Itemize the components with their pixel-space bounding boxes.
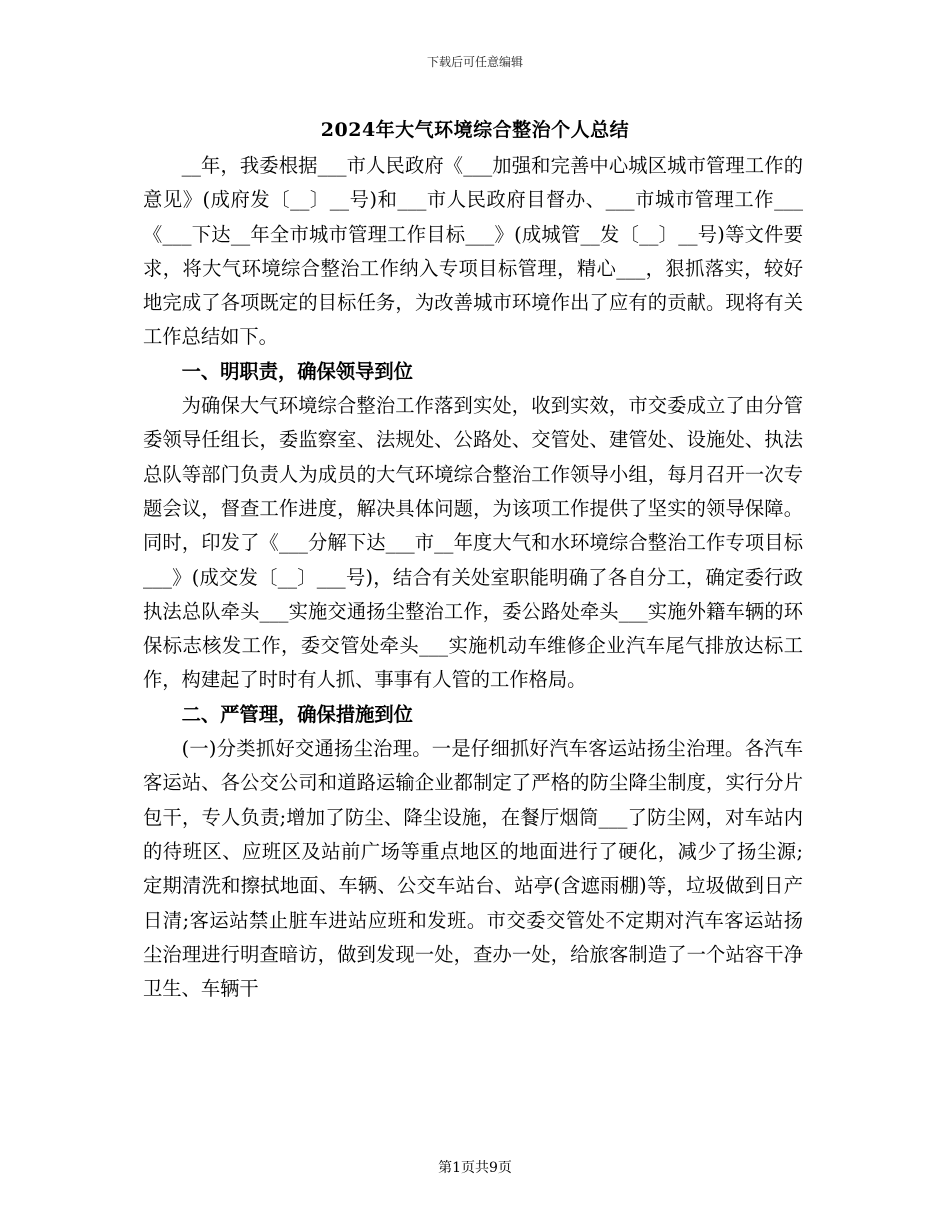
header-note: 下载后可任意编辑 [426,55,523,69]
intro-paragraph: __年，我委根据___市人民政府《___加强和完善中心城区城市管理工作的意见》(成府发〔__〕__号)和___市人民政府目督办、___市城市管理工作___《___下达__年全市城市管理工作目标___》(成城管__发〔__〕__号)等文件要求，将大气环境综合整治工作纳入专项目标管理，精心___，狠抓落实，较好地完成了各项既定的目标任务，为改善城市环境作出了应有的贡献。现将有关工作总结如下。 [143,154,803,349]
page-footer: 第1页共9页 [438,1160,512,1176]
document-body [143,149,803,1006]
section-heading-2: 二、严管理，确保措施到位 [181,702,413,726]
section-heading-1: 一、明职责，确保领导到位 [181,359,413,383]
section-2-paragraph: (一)分类抓好交通扬尘治理。一是仔细抓好汽车客运站扬尘治理。各汽车客运站、各公交公司和道路运输企业都制定了严格的防尘降尘制度，实行分片包干，专人负责;增加了防尘、降尘设施，在餐厅烟筒___了防尘网，对车站内的待班区、应班区及站前广场等重点地区的地面进行了硬化，减少了扬尘源;定期清洗和擦拭地面、车辆、公交车站台、站亭(含遮雨棚)等，垃圾做到日产日清;客运站禁止脏车进站应班和发班。市交委交管处不定期对汽车客运站扬尘治理进行明查暗访，做到发现一处，查办一处，给旅客制造了一个站容干净卫生、车辆干 [143,737,803,1001]
document-title: 2024年大气环境综合整治个人总结 [320,119,630,141]
section-1-paragraph: 为确保大气环境综合整治工作落到实处，收到实效，市交委成立了由分管委领导任组长，委监察室、法规处、公路处、交管处、建管处、设施处、执法总队等部门负责人为成员的大气环境综合整治工作领导小组，每月召开一次专题会议，督查工作进度，解决具体问题，为该项工作提供了坚实的领导保障。同时，印发了《___分解下达___市__年度大气和水环境综合整治工作专项目标___》(成交发〔__〕___号)，结合有关处室职能明确了各自分工，确定委行政执法总队牵头___实施交通扬尘整治工作，委公路处牵头___实施外籍车辆的环保标志核发工作，委交管处牵头___实施机动车维修企业汽车尾气排放达标工作，构建起了时时有人抓、事事有人管的工作格局。 [143,394,803,692]
